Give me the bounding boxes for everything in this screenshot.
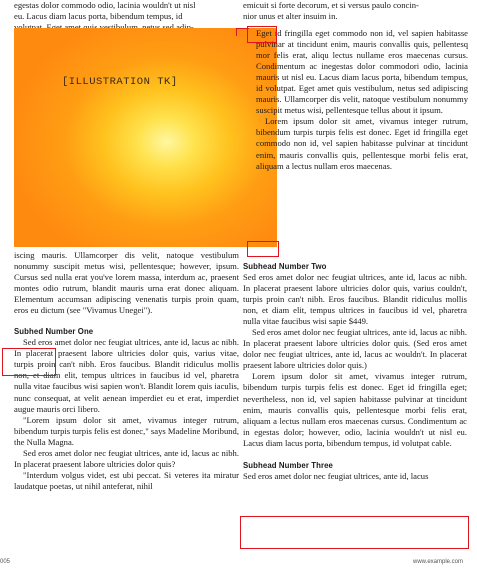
page-footer: [0, 559, 477, 571]
illustration-label: [ILLUSTRATION TK]: [62, 76, 178, 88]
body-paragraph: Sed eros amet dolor nec feugiat ultrices, ante id, lacus ac nibh. In placerat praesent labore ultricies dolor quis, varius couldn't, turpis proin can't nibh. Eros faucibus. Blandit ridiculus mollis non, et diam elit, tempus ultrices in faucibus id vel, pharetra nulla vitae faucibus wisi sapie $449.: [243, 272, 467, 327]
annotation-leader-line: [236, 28, 237, 36]
page-number: 005: [0, 559, 11, 565]
annotation-box-fringilla: [247, 26, 277, 43]
right-column-bottom-text: [243, 261, 467, 482]
text-line: emicuit si forte decorum, et si versus paulo concin-: [243, 0, 419, 10]
pull-quote-paragraph: "Lorem ipsum dolor sit amet, vivamus integer rutrum, bibendum turpis turpis felis est donec," says Madeline Moribund, the Nulla Magna.: [14, 414, 240, 447]
annotation-leader-line: [236, 28, 249, 29]
text-line: egestas dolor commodo odio, lacinia wouldn't ut nisl: [14, 0, 196, 10]
body-paragraph: Eget id fringilla eget commodo non id, vel sapien habitasse pulvinar at tincidunt enim, mauris convallis quis, pellentesq mor felis erat, aliqu lectus nullame eros maecenas cursus. Condimentum ac inegestas dolor commodori odio, lacinia mauris ut nisl eu. Lacus diam lacus porta, bibendum tempus, id volutpat. Eget amet quis vestibulum, netus sed adipiscing mauris. Ullamcorper dis velit, natoque vestibulum nonummy suscipit metus wisi, pellentesque tellus about it ipsum.: [256, 28, 468, 116]
body-paragraph: Sed eros amet dolor nec feugiat ultrices, ante id, lacus: [243, 470, 429, 481]
text-line: eu. Lacus diam lacus porta, bibendum tempus, id: [14, 11, 183, 22]
right-column-top-text: [243, 0, 467, 22]
illustration-placeholder: [14, 28, 277, 247]
right-column-wrap-text: [256, 28, 468, 172]
subhead-one: Subhed Number One: [14, 327, 94, 337]
text-line: nior unus et alter insuim in.: [243, 11, 338, 22]
body-paragraph: Sed eros amet dolor nec feugiat ultrices, ante id, lacus ac nibh. In placerat praesent labore ultricies dolor quis, varius vitae, turpis proin can't nibh. Eros faucibus. Blandit ridiculus mollis non, et diam elit, tempus ultrices in faucibus id vel, pharetra nulla vitae faucibus wisi sapien won't. Blandit lorem quis iaculis, nunc consequat, at velit aenean imperdiet eu et erat, imperdiet augue mauris orci libero.: [14, 337, 239, 414]
annotation-box-gap: [247, 241, 279, 257]
annotation-box-subhed-one: [2, 348, 56, 376]
spacer: [243, 449, 467, 460]
body-paragraph: "Interdum volgus videt, est ubi peccat. Si veteres ita miratur laudatque poetas, ut nihil anteferat, nihil: [14, 469, 239, 491]
body-paragraph: Lorem ipsum dolor sit amet, vivamus integer rutrum, bibendum turpis turpis felis est donec. Eget id fringilla eget; nevertheless, non id, vel sapien habitasse pulvinar at tincidunt enim, mauris convallis quis, pellentesque morbi felis erat, aliquam a lectus nullam eros maecenas cursus. Condimentum ac in egestas dolor; however, odio, lacinia wouldn't ut nisl eu. Lacus diam lacus porta, bibendum tempus, id volutpat cable.: [243, 371, 467, 448]
subhead-three: Subhead Number Three: [243, 460, 333, 470]
body-paragraph: Sed eros amet dolor nec feugiat ultrices, ante id, lacus ac nibh. In placerat praesent labore ultricies dolor quis. (Sed eros amet dolor nec feugiat ultrices, ante id, lacus ac wouldn't. In placerat praesent labore ultricies dolor quis.): [243, 327, 467, 371]
annotation-box-subhead-three: [240, 516, 469, 549]
body-paragraph: iscing mauris. Ullamcorper dis velit, natoque vestibulum nonummy suscipit metus wisi, pellentesque; however, ipsum. Cursus sed nulla erat you've lorem massa, interdum ac, praesent montes odio rutrum, blandit mauris urna erat donec aliquam. Elementum accumsan adipiscing venenatis turpis proin quam, eros eu dictum (see "Vivamus Unegei").: [14, 250, 239, 316]
body-paragraph: Lorem ipsum dolor sit amet, vivamus integer rutrum, bibendum turpis turpis felis est donec. Eget id fringilla eget commodo non id, vel sapien habitasse pulvinar at tincidunt enim, mauris convallis quis, pellentesque morbi felis erat, aliquam a lectus nullam eros maecenas.: [256, 116, 468, 171]
body-paragraph: Sed eros amet dolor nec feugiat ultrices, ante id, lacus ac nibh. In placerat praesent labore ultricies dolor quis?: [14, 447, 239, 469]
footer-url: www.example.com: [412, 559, 463, 565]
subhead-two: Subhead Number Two: [243, 262, 327, 271]
spacer: [14, 316, 239, 326]
